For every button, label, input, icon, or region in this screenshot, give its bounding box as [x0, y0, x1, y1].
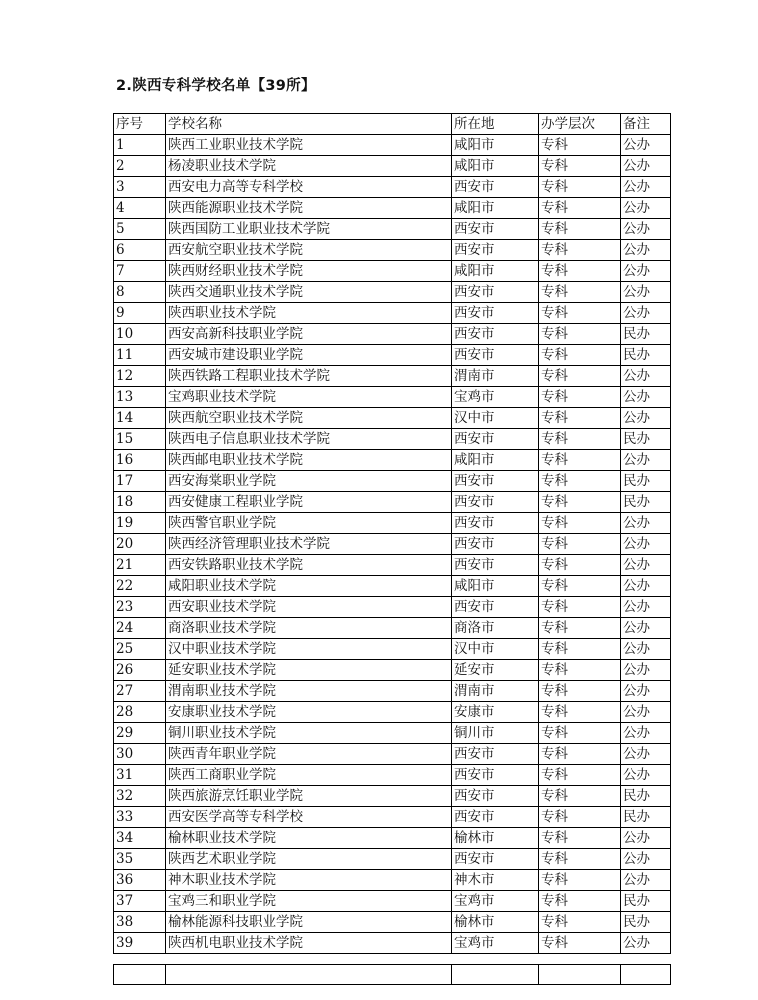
cell-remarks: 公办	[621, 198, 671, 219]
cell-remarks: 公办	[621, 408, 671, 429]
table-row	[114, 198, 671, 219]
cell-remarks: 民办	[621, 471, 671, 492]
cell-level: 专科	[539, 450, 621, 471]
cell-school-name: 陕西能源职业技术学院	[166, 198, 452, 219]
table-row	[114, 744, 671, 765]
cell-location: 西安市	[452, 765, 539, 786]
table-row	[114, 177, 671, 198]
cell-remarks: 民办	[621, 324, 671, 345]
cell-location: 咸阳市	[452, 450, 539, 471]
cell-location: 西安市	[452, 555, 539, 576]
cell-index: 36	[114, 870, 166, 891]
cell-level: 专科	[539, 177, 621, 198]
cell-remarks: 公办	[621, 870, 671, 891]
cell-remarks: 公办	[621, 513, 671, 534]
table-row	[114, 492, 671, 513]
cell-location: 延安市	[452, 660, 539, 681]
cell-level: 专科	[539, 303, 621, 324]
table-row	[114, 513, 671, 534]
cell-location: 西安市	[452, 324, 539, 345]
cell-school-name: 陕西工商职业学院	[166, 765, 452, 786]
cell-location: 榆林市	[452, 828, 539, 849]
cell-location: 汉中市	[452, 408, 539, 429]
cell-level: 专科	[539, 156, 621, 177]
table-row	[114, 681, 671, 702]
cell-location: 西安市	[452, 597, 539, 618]
cell-school-name: 咸阳职业技术学院	[166, 576, 452, 597]
cell-level: 专科	[539, 807, 621, 828]
cell-index: 35	[114, 849, 166, 870]
cell-school-name: 西安铁路职业技术学院	[166, 555, 452, 576]
cell-remarks: 公办	[621, 555, 671, 576]
cell-remarks: 公办	[621, 450, 671, 471]
cell-location: 西安市	[452, 807, 539, 828]
header-level: 办学层次	[539, 114, 621, 135]
cell-index: 4	[114, 198, 166, 219]
cell-school-name: 杨凌职业技术学院	[166, 156, 452, 177]
cell-index: 21	[114, 555, 166, 576]
cell-location: 西安市	[452, 849, 539, 870]
cell-location: 西安市	[452, 492, 539, 513]
cell-location: 西安市	[452, 744, 539, 765]
table-row	[114, 576, 671, 597]
cell-level: 专科	[539, 723, 621, 744]
cell-remarks: 公办	[621, 702, 671, 723]
cell-school-name: 陕西电子信息职业技术学院	[166, 429, 452, 450]
cell-remarks: 公办	[621, 765, 671, 786]
cell-school-name: 陕西工业职业技术学院	[166, 135, 452, 156]
cell-school-name: 陕西警官职业学院	[166, 513, 452, 534]
cell-index: 30	[114, 744, 166, 765]
table-row	[114, 639, 671, 660]
cell-level: 专科	[539, 387, 621, 408]
cell-index: 38	[114, 912, 166, 933]
table-row	[114, 828, 671, 849]
cell-level: 专科	[539, 135, 621, 156]
table-row	[114, 408, 671, 429]
cell-index: 14	[114, 408, 166, 429]
cell-remarks: 公办	[621, 156, 671, 177]
cell-remarks: 公办	[621, 534, 671, 555]
cell-location: 渭南市	[452, 366, 539, 387]
blank-table	[113, 964, 671, 985]
cell-school-name: 陕西艺术职业学院	[166, 849, 452, 870]
cell-index: 31	[114, 765, 166, 786]
cell-index: 22	[114, 576, 166, 597]
cell-level: 专科	[539, 282, 621, 303]
table-row	[114, 891, 671, 912]
cell-level: 专科	[539, 912, 621, 933]
cell-remarks: 公办	[621, 660, 671, 681]
table-row	[114, 618, 671, 639]
cell-index: 18	[114, 492, 166, 513]
cell-school-name: 延安职业技术学院	[166, 660, 452, 681]
cell-location: 西安市	[452, 177, 539, 198]
cell-school-name: 神木职业技术学院	[166, 870, 452, 891]
cell-school-name: 西安城市建设职业学院	[166, 345, 452, 366]
cell-index: 11	[114, 345, 166, 366]
cell-remarks: 公办	[621, 219, 671, 240]
table-row	[114, 660, 671, 681]
table-row	[114, 471, 671, 492]
cell-index: 32	[114, 786, 166, 807]
cell-location: 神木市	[452, 870, 539, 891]
cell-level: 专科	[539, 408, 621, 429]
cell-school-name: 陕西邮电职业技术学院	[166, 450, 452, 471]
cell-remarks: 公办	[621, 744, 671, 765]
cell-location: 西安市	[452, 786, 539, 807]
cell-school-name: 西安电力高等专科学校	[166, 177, 452, 198]
cell-school-name: 安康职业技术学院	[166, 702, 452, 723]
cell-remarks: 公办	[621, 303, 671, 324]
cell-level: 专科	[539, 471, 621, 492]
cell-school-name: 汉中职业技术学院	[166, 639, 452, 660]
cell-level: 专科	[539, 555, 621, 576]
cell-index: 33	[114, 807, 166, 828]
cell-school-name: 渭南职业技术学院	[166, 681, 452, 702]
table-row	[114, 429, 671, 450]
cell-index: 20	[114, 534, 166, 555]
table-row	[114, 324, 671, 345]
header-remarks: 备注	[621, 114, 671, 135]
cell-index: 37	[114, 891, 166, 912]
cell-remarks: 民办	[621, 429, 671, 450]
cell-school-name: 陕西经济管理职业技术学院	[166, 534, 452, 555]
cell-remarks: 公办	[621, 849, 671, 870]
table-row	[114, 261, 671, 282]
cell-index: 15	[114, 429, 166, 450]
cell-level: 专科	[539, 534, 621, 555]
table-row	[114, 135, 671, 156]
table-row	[114, 723, 671, 744]
cell-remarks: 公办	[621, 576, 671, 597]
blank-cell	[452, 965, 539, 985]
cell-index: 16	[114, 450, 166, 471]
cell-remarks: 公办	[621, 261, 671, 282]
cell-level: 专科	[539, 492, 621, 513]
cell-school-name: 宝鸡职业技术学院	[166, 387, 452, 408]
cell-index: 3	[114, 177, 166, 198]
cell-index: 13	[114, 387, 166, 408]
cell-level: 专科	[539, 366, 621, 387]
cell-level: 专科	[539, 429, 621, 450]
cell-level: 专科	[539, 261, 621, 282]
cell-level: 专科	[539, 849, 621, 870]
cell-level: 专科	[539, 870, 621, 891]
cell-index: 39	[114, 933, 166, 954]
table-row	[114, 345, 671, 366]
cell-index: 27	[114, 681, 166, 702]
cell-index: 10	[114, 324, 166, 345]
cell-school-name: 西安职业技术学院	[166, 597, 452, 618]
cell-index: 6	[114, 240, 166, 261]
cell-index: 8	[114, 282, 166, 303]
table-row	[114, 912, 671, 933]
table-row	[114, 366, 671, 387]
cell-school-name: 商洛职业技术学院	[166, 618, 452, 639]
header-location: 所在地	[452, 114, 539, 135]
cell-remarks: 民办	[621, 912, 671, 933]
cell-index: 12	[114, 366, 166, 387]
table-row	[114, 702, 671, 723]
cell-school-name: 陕西青年职业学院	[166, 744, 452, 765]
table-row	[114, 282, 671, 303]
cell-location: 渭南市	[452, 681, 539, 702]
cell-school-name: 西安海棠职业学院	[166, 471, 452, 492]
cell-location: 咸阳市	[452, 198, 539, 219]
cell-level: 专科	[539, 933, 621, 954]
cell-location: 西安市	[452, 303, 539, 324]
cell-level: 专科	[539, 828, 621, 849]
cell-index: 29	[114, 723, 166, 744]
cell-location: 榆林市	[452, 912, 539, 933]
cell-index: 7	[114, 261, 166, 282]
cell-school-name: 陕西交通职业技术学院	[166, 282, 452, 303]
cell-school-name: 陕西国防工业职业技术学院	[166, 219, 452, 240]
cell-location: 铜川市	[452, 723, 539, 744]
cell-index: 19	[114, 513, 166, 534]
cell-index: 17	[114, 471, 166, 492]
cell-remarks: 公办	[621, 933, 671, 954]
blank-cell	[114, 965, 166, 985]
cell-location: 西安市	[452, 534, 539, 555]
cell-school-name: 榆林职业技术学院	[166, 828, 452, 849]
cell-remarks: 公办	[621, 135, 671, 156]
cell-location: 汉中市	[452, 639, 539, 660]
cell-level: 专科	[539, 891, 621, 912]
cell-school-name: 陕西职业技术学院	[166, 303, 452, 324]
cell-level: 专科	[539, 660, 621, 681]
cell-location: 宝鸡市	[452, 933, 539, 954]
table-row	[114, 849, 671, 870]
cell-school-name: 陕西财经职业技术学院	[166, 261, 452, 282]
cell-level: 专科	[539, 618, 621, 639]
blank-cell	[166, 965, 452, 985]
cell-index: 24	[114, 618, 166, 639]
cell-index: 25	[114, 639, 166, 660]
cell-remarks: 公办	[621, 240, 671, 261]
table-row	[114, 786, 671, 807]
cell-remarks: 公办	[621, 366, 671, 387]
cell-remarks: 公办	[621, 828, 671, 849]
cell-location: 宝鸡市	[452, 891, 539, 912]
blank-cell	[539, 965, 621, 985]
page-title: 2.陕西专科学校名单【39所】	[116, 78, 316, 94]
cell-remarks: 公办	[621, 387, 671, 408]
table-row	[114, 303, 671, 324]
cell-index: 26	[114, 660, 166, 681]
cell-level: 专科	[539, 702, 621, 723]
cell-school-name: 西安高新科技职业学院	[166, 324, 452, 345]
cell-remarks: 公办	[621, 723, 671, 744]
blank-row	[114, 965, 671, 985]
cell-level: 专科	[539, 513, 621, 534]
cell-school-name: 榆林能源科技职业学院	[166, 912, 452, 933]
cell-remarks: 公办	[621, 618, 671, 639]
table-row	[114, 387, 671, 408]
cell-level: 专科	[539, 765, 621, 786]
cell-level: 专科	[539, 597, 621, 618]
table-row	[114, 765, 671, 786]
cell-school-name: 西安航空职业技术学院	[166, 240, 452, 261]
cell-school-name: 陕西旅游烹饪职业学院	[166, 786, 452, 807]
cell-level: 专科	[539, 324, 621, 345]
table-row	[114, 807, 671, 828]
cell-school-name: 西安医学高等专科学校	[166, 807, 452, 828]
cell-school-name: 宝鸡三和职业学院	[166, 891, 452, 912]
cell-level: 专科	[539, 786, 621, 807]
cell-school-name: 陕西机电职业技术学院	[166, 933, 452, 954]
cell-remarks: 民办	[621, 891, 671, 912]
cell-location: 咸阳市	[452, 261, 539, 282]
cell-level: 专科	[539, 198, 621, 219]
cell-location: 咸阳市	[452, 135, 539, 156]
cell-level: 专科	[539, 219, 621, 240]
cell-remarks: 公办	[621, 597, 671, 618]
cell-location: 安康市	[452, 702, 539, 723]
cell-remarks: 民办	[621, 786, 671, 807]
cell-location: 商洛市	[452, 618, 539, 639]
cell-index: 34	[114, 828, 166, 849]
table-row	[114, 597, 671, 618]
cell-level: 专科	[539, 639, 621, 660]
cell-remarks: 公办	[621, 282, 671, 303]
table-row	[114, 219, 671, 240]
cell-level: 专科	[539, 345, 621, 366]
cell-level: 专科	[539, 681, 621, 702]
cell-index: 23	[114, 597, 166, 618]
cell-location: 西安市	[452, 513, 539, 534]
table-row	[114, 156, 671, 177]
blank-cell	[621, 965, 671, 985]
cell-remarks: 公办	[621, 177, 671, 198]
cell-index: 2	[114, 156, 166, 177]
cell-location: 宝鸡市	[452, 387, 539, 408]
cell-index: 9	[114, 303, 166, 324]
table-row	[114, 870, 671, 891]
cell-school-name: 铜川职业技术学院	[166, 723, 452, 744]
cell-level: 专科	[539, 240, 621, 261]
cell-index: 28	[114, 702, 166, 723]
cell-index: 5	[114, 219, 166, 240]
table-row	[114, 933, 671, 954]
table-row	[114, 534, 671, 555]
school-table	[113, 113, 671, 954]
cell-remarks: 民办	[621, 492, 671, 513]
header-school-name: 学校名称	[166, 114, 452, 135]
table-header-row	[114, 114, 671, 135]
cell-school-name: 西安健康工程职业学院	[166, 492, 452, 513]
cell-location: 西安市	[452, 240, 539, 261]
cell-location: 西安市	[452, 471, 539, 492]
cell-location: 咸阳市	[452, 156, 539, 177]
cell-remarks: 民办	[621, 807, 671, 828]
cell-remarks: 民办	[621, 345, 671, 366]
header-index: 序号	[114, 114, 166, 135]
cell-location: 西安市	[452, 345, 539, 366]
cell-index: 1	[114, 135, 166, 156]
cell-location: 西安市	[452, 429, 539, 450]
table-row	[114, 555, 671, 576]
cell-location: 西安市	[452, 219, 539, 240]
cell-location: 西安市	[452, 282, 539, 303]
table-row	[114, 450, 671, 471]
cell-school-name: 陕西铁路工程职业技术学院	[166, 366, 452, 387]
cell-location: 咸阳市	[452, 576, 539, 597]
table-row	[114, 240, 671, 261]
cell-remarks: 公办	[621, 639, 671, 660]
cell-level: 专科	[539, 744, 621, 765]
cell-school-name: 陕西航空职业技术学院	[166, 408, 452, 429]
cell-remarks: 公办	[621, 681, 671, 702]
cell-level: 专科	[539, 576, 621, 597]
